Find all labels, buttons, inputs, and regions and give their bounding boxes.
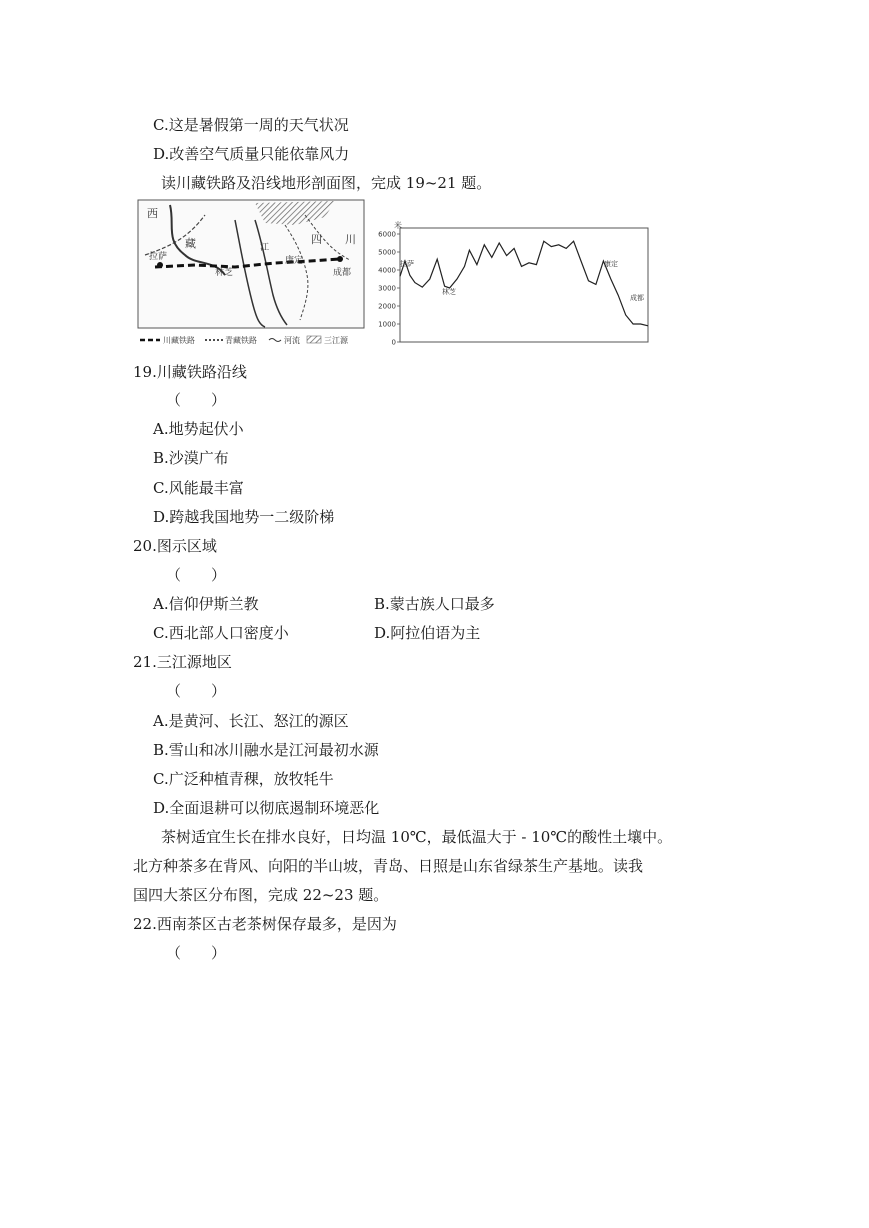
option-20b: B.蒙古族人口最多	[374, 595, 495, 613]
question-20-stem: 20.图示区域	[133, 537, 217, 555]
map-label-xi: 西	[147, 207, 158, 220]
intro-22-23-line3: 国四大茶区分布图，完成 22~23 题。	[133, 886, 389, 904]
profile-y-tick-label: 1000	[378, 320, 396, 329]
option-20c: C.西北部人口密度小	[153, 624, 289, 642]
profile-y-unit: 米	[394, 221, 402, 230]
option-19b: B.沙漠广布	[153, 449, 229, 467]
profile-frame	[400, 228, 648, 342]
question-22-paren: （ ）	[166, 944, 227, 962]
legend-chuanzang: 川藏铁路	[163, 336, 195, 345]
map-label-linzhi: 林芝	[215, 268, 234, 278]
question-22-stem: 22.西南茶区古老茶树保存最多，是因为	[133, 915, 397, 933]
profile-y-tick-label: 6000	[378, 230, 396, 239]
profile-label-lasa: 拉萨	[400, 260, 414, 268]
question-19-paren: （ ）	[166, 391, 227, 409]
legend-river: 河流	[284, 336, 300, 345]
legend-river-swatch	[269, 339, 281, 342]
legend-sanjiang: 三江源	[324, 336, 348, 345]
chengdu-dot	[337, 256, 343, 262]
legend-qingzang: 青藏铁路	[225, 336, 257, 345]
map-label-si: 四	[311, 233, 322, 246]
option-21d: D.全面退耕可以彻底遏制环境恶化	[153, 799, 380, 817]
legend-sanjiang-swatch	[307, 336, 321, 343]
intro-19-21: 读川藏铁路及沿线地形剖面图，完成 19~21 题。	[161, 174, 492, 192]
profile-label-chengdu: 成都	[630, 294, 644, 302]
map-label-chuan: 川	[345, 233, 356, 246]
intro-22-23-line1: 茶树适宜生长在排水良好，日均温 10℃，最低温大于 - 10℃的酸性土壤中。	[161, 828, 673, 846]
map-label-jiang: 江	[260, 243, 270, 253]
profile-y-tick-label: 2000	[378, 302, 396, 311]
map-label-zang: 藏	[185, 237, 196, 250]
option-20d: D.阿拉伯语为主	[374, 624, 481, 642]
terrain-profile-chart	[378, 216, 653, 348]
profile-label-linzhi: 林芝	[442, 288, 456, 296]
profile-y-tick-label: 4000	[378, 266, 396, 275]
option-18c: C.这是暑假第一周的天气状况	[153, 116, 349, 134]
option-21b: B.雪山和冰川融水是江河最初水源	[153, 741, 379, 759]
intro-22-23-line2: 北方种茶多在背风、向阳的半山坡，青岛、日照是山东省绿茶生产基地。读我	[133, 857, 644, 875]
option-20a: A.信仰伊斯兰教	[153, 595, 259, 613]
question-20-paren: （ ）	[166, 566, 227, 584]
question-21-paren: （ ）	[166, 682, 227, 700]
terrain-profile-line	[400, 241, 648, 326]
lasa-dot	[157, 262, 163, 268]
profile-y-tick-label: 5000	[378, 248, 396, 257]
option-19d: D.跨越我国地势一二级阶梯	[153, 508, 335, 526]
map-label-kangding: 康定	[285, 256, 304, 266]
map-label-chengdu: 成都	[333, 268, 352, 278]
option-19c: C.风能最丰富	[153, 479, 244, 497]
option-21c: C.广泛种植青稞，放牧牦牛	[153, 770, 334, 788]
option-21a: A.是黄河、长江、怒江的源区	[153, 712, 349, 730]
question-21-stem: 21.三江源地区	[133, 653, 232, 671]
option-19a: A.地势起伏小	[153, 420, 244, 438]
profile-label-kangding: 康定	[604, 260, 618, 268]
sichuan-tibet-railway-map	[135, 195, 367, 347]
question-19-stem: 19.川藏铁路沿线	[133, 363, 247, 381]
profile-y-tick-label: 0	[391, 338, 396, 347]
profile-y-tick-label: 3000	[378, 284, 396, 293]
option-18d: D.改善空气质量只能依靠风力	[153, 145, 350, 163]
map-label-lasa: 拉萨	[149, 252, 168, 262]
